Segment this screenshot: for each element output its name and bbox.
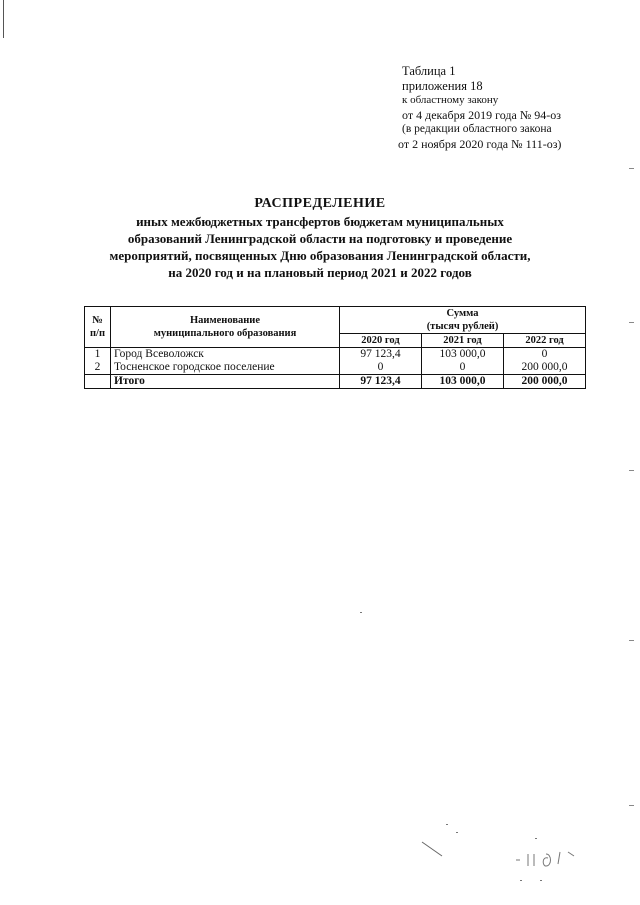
title-subtitle-line: на 2020 год и на плановый период 2021 и 2022 годов — [168, 265, 472, 280]
title-main: РАСПРЕДЕЛЕНИЕ — [254, 196, 386, 211]
header-name-label: Наименование — [190, 315, 260, 326]
stamp-fragment — [512, 848, 582, 870]
stray-pen-mark — [420, 838, 450, 862]
row-value-2022: 0 — [504, 348, 586, 362]
header-appendix: приложения 18 — [402, 78, 483, 93]
header-name-cell — [111, 307, 340, 348]
header-number-cell — [85, 307, 111, 348]
row-municipality-name: Город Всеволожск — [111, 348, 340, 362]
scan-speck — [520, 880, 522, 881]
table-row — [85, 361, 586, 375]
header-sum-label: Сумма — [446, 308, 479, 319]
row-value-2020: 0 — [340, 361, 422, 375]
table-row — [85, 348, 586, 362]
header-year-2022: 2022 год — [504, 334, 586, 348]
row-value-2021: 103 000,0 — [422, 348, 504, 362]
header-number-label: № — [92, 315, 103, 326]
total-label: Итого — [111, 375, 340, 389]
law-reference-header — [398, 64, 562, 152]
row-number: 1 — [85, 348, 111, 362]
title-subtitle-line: мероприятий, посвященных Дню образования Ленинградской области, — [109, 248, 531, 263]
margin-mark — [629, 805, 634, 806]
header-law-type: к областному закону — [402, 94, 499, 107]
header-year-2021: 2021 год — [422, 334, 504, 348]
row-number: 2 — [85, 361, 111, 375]
margin-mark — [629, 168, 634, 169]
scan-speck — [360, 612, 362, 613]
row-value-2020: 97 123,4 — [340, 348, 422, 362]
scan-speck — [456, 832, 458, 833]
header-law-date: от 4 декабря 2019 года № 94-оз — [402, 107, 562, 122]
scan-speck — [446, 824, 448, 825]
table-header-row — [85, 307, 586, 334]
row-value-2022: 200 000,0 — [504, 361, 586, 375]
total-value-2021: 103 000,0 — [422, 375, 504, 389]
document-title — [0, 195, 640, 281]
distribution-table — [84, 306, 586, 389]
title-subtitle-line: образований Ленинградской области на подготовку и проведение — [127, 231, 513, 246]
row-municipality-name: Тосненское городское поселение — [111, 361, 340, 375]
header-year-2020: 2020 год — [340, 334, 422, 348]
header-sum-cell — [340, 307, 586, 334]
scan-speck — [535, 838, 537, 839]
margin-mark — [629, 640, 634, 641]
margin-mark — [629, 322, 634, 323]
title-subtitle-line: иных межбюджетных трансфертов бюджетам муниципальных — [136, 214, 504, 229]
page-edge-mark — [3, 0, 4, 38]
table-total-row — [85, 375, 586, 389]
total-value-2020: 97 123,4 — [340, 375, 422, 389]
header-table-number: Таблица 1 — [402, 64, 456, 78]
row-value-2021: 0 — [422, 361, 504, 375]
total-value-2022: 200 000,0 — [504, 375, 586, 389]
margin-mark — [629, 470, 634, 471]
header-revision: (в редакции областного закона — [402, 123, 552, 136]
header-number-label: п/п — [89, 328, 106, 339]
header-name-label: муниципального образования — [153, 328, 297, 339]
total-number-cell — [85, 375, 111, 389]
header-sum-unit: (тысяч рублей) — [426, 321, 499, 332]
scan-speck — [540, 880, 542, 881]
header-revision-date: от 2 ноября 2020 года № 111-оз) — [398, 136, 562, 151]
